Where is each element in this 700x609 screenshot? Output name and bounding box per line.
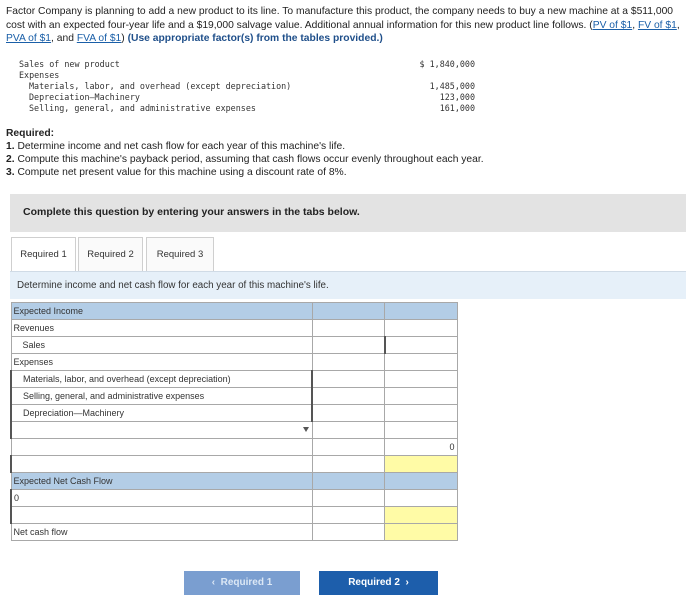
table-row — [11, 473, 457, 490]
tab-required-3[interactable]: Required 3 — [146, 237, 214, 272]
dep-row-label[interactable]: Depreciation—Machinery — [11, 405, 312, 422]
net-cash-flow-value[interactable] — [385, 524, 458, 541]
table-row — [11, 456, 457, 473]
next-button[interactable]: Required 2 › — [319, 571, 438, 595]
table-row — [11, 524, 457, 541]
sales-input[interactable] — [385, 337, 458, 354]
expenses-row-label: Expenses — [11, 354, 312, 371]
ncf-zero-cell[interactable]: 0 — [11, 490, 312, 507]
instructions-banner: Complete this question by entering your answers in the tabs below. — [10, 194, 686, 232]
sales-row-label: Sales — [11, 337, 312, 354]
expected-ncf-header: Expected Net Cash Flow — [11, 473, 312, 490]
required-item-3: 3. Compute net present value for this machine using a discount rate of 8%. — [6, 167, 347, 178]
table-row — [11, 388, 457, 405]
required-item-1: 1. Determine income and net cash flow for each year of this machine's life. — [6, 141, 346, 152]
table-row — [11, 371, 457, 388]
sales-value: $ 1,840,000 — [419, 59, 475, 69]
income-label-input[interactable] — [11, 456, 312, 473]
table-row — [11, 354, 457, 371]
link-fva[interactable]: FVA of $1 — [76, 33, 122, 44]
link-pv[interactable]: PV of $1 — [592, 19, 633, 31]
required-section — [6, 127, 484, 179]
prev-button[interactable]: ‹ Required 1 — [184, 571, 300, 595]
revenues-label: Revenues — [11, 320, 312, 337]
table-row — [11, 422, 457, 439]
income-value-input[interactable] — [385, 456, 458, 473]
mlo-row-label[interactable]: Materials, labor, and overhead (except depreciation) — [11, 371, 312, 388]
table-row — [11, 320, 457, 337]
table-row — [11, 405, 457, 422]
dep-input[interactable] — [312, 405, 385, 422]
table-row — [11, 303, 457, 320]
dep-label: Depreciation—Machinery — [29, 92, 140, 102]
ncf-input[interactable] — [385, 507, 458, 524]
expenses-label: Expenses — [19, 70, 60, 80]
sga-label: Selling, general, and administrative expenses — [29, 103, 256, 113]
table-row — [11, 439, 457, 456]
mlo-label: Materials, labor, and overhead (except depreciation) — [29, 81, 292, 91]
required-item-2: 2. Compute this machine's payback period, assuming that cash flows occur evenly throughout each year. — [6, 154, 484, 165]
mlo-input[interactable] — [312, 371, 385, 388]
link-fv[interactable]: FV of $1 — [637, 19, 677, 31]
tab-required-1[interactable]: Required 1 — [11, 237, 76, 272]
sga-row-label[interactable]: Selling, general, and administrative expenses — [11, 388, 312, 405]
tab-required-2[interactable]: Required 2 — [78, 237, 143, 272]
table-row — [11, 507, 457, 524]
total-value: 0 — [385, 439, 458, 456]
dep-value: 123,000 — [439, 92, 475, 102]
table-row — [11, 337, 457, 354]
intro-emphasis: (Use appropriate factor(s) from the tables provided.) — [127, 33, 383, 44]
link-pva[interactable]: PVA of $1 — [6, 33, 52, 44]
problem-intro: Factor Company is planning to add a new product to its line. To manufacture this product, the company needs to buy a new machine at a $511,000 cost with an expected four-year life and a $19,000 salvage value. Additional annual information for this new product line follows. (PV of $1, FV of $1, PVA of $1, and FVA of $1) (Use appropriate factor(s) from the tables provided.) — [6, 6, 680, 44]
chevron-down-icon — [303, 427, 309, 432]
mlo-value: 1,485,000 — [429, 81, 475, 91]
net-cash-flow-label: Net cash flow — [11, 524, 312, 541]
sga-value: 161,000 — [439, 103, 475, 113]
expected-income-header: Expected Income — [11, 303, 312, 320]
intro-text: Factor Company is planning to add a new product to its line. To manufacture this product, the company needs to buy a new machine at a $511,000 cost with an expected four-year life and a $19,000 salvage value. Additional annual information for this new product line follows. ( — [6, 6, 674, 31]
sales-label: Sales of new product — [19, 59, 120, 69]
question-bar — [10, 271, 686, 299]
account-dropdown[interactable] — [11, 422, 312, 439]
ncf-label-input[interactable] — [11, 507, 312, 524]
question-text: Determine income and net cash flow for each year of this machine's life. — [17, 280, 329, 291]
sga-input[interactable] — [312, 388, 385, 405]
table-row — [11, 490, 457, 507]
income-table — [10, 302, 458, 541]
required-heading: Required: — [6, 128, 55, 139]
